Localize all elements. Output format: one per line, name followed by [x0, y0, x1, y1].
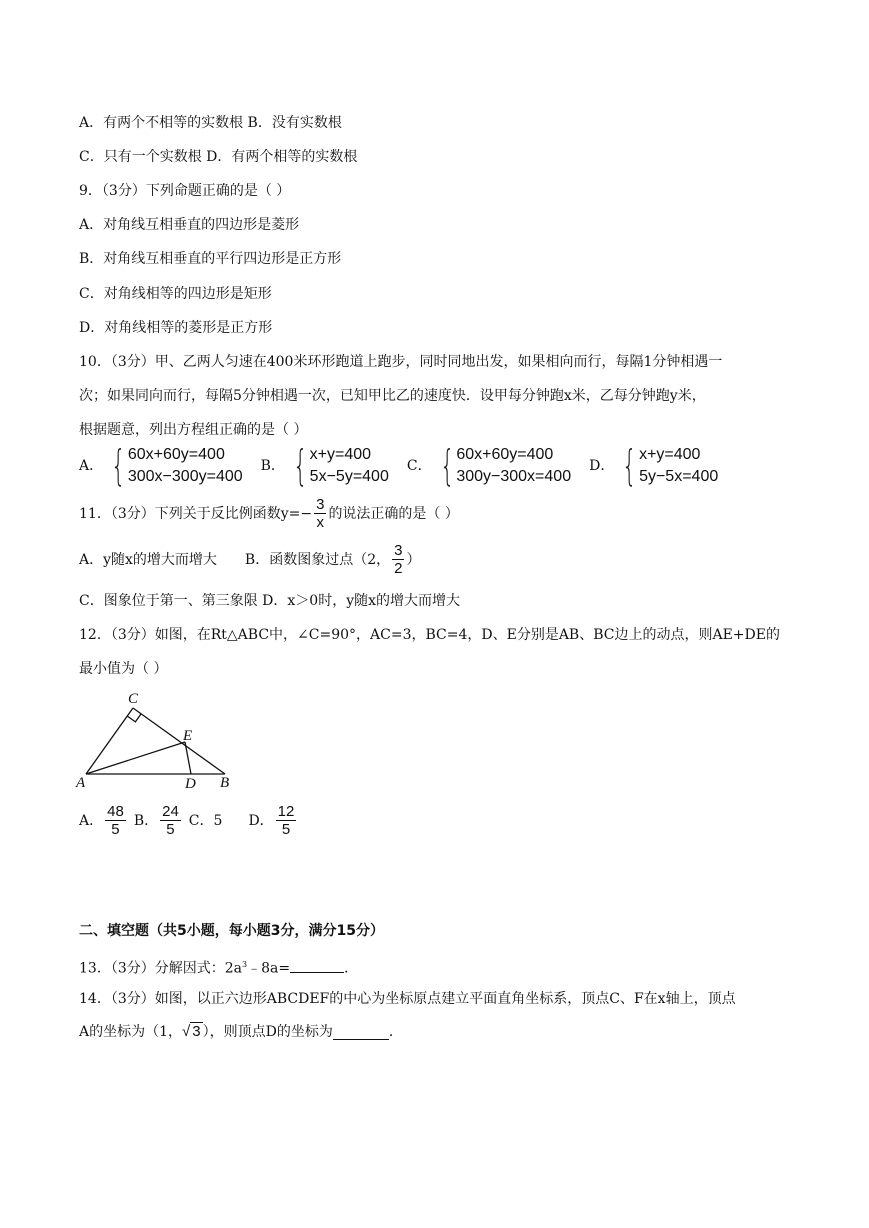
q11-fraction: [314, 496, 326, 531]
q10-options: [79, 441, 722, 490]
q12-option-a-fraction: [105, 803, 126, 838]
q11-option-b-den: 2: [394, 560, 403, 577]
q11-fraction-num: 3: [316, 496, 325, 513]
q12-option-a-label: A．: [79, 812, 104, 829]
q14-sqrt-value: 3: [192, 1023, 201, 1040]
q10-option-a-label: A．: [79, 458, 104, 474]
q12-label-e: E: [183, 728, 193, 744]
q12-label-d: D: [185, 776, 196, 792]
q11-option-b-num: 3: [394, 542, 403, 559]
q14-stem-line1: 14．（3分）如图，以正六边形ABCDEF的中心为坐标原点建立平面直角坐标系，顶点C、F在x轴上，顶点: [79, 991, 736, 1007]
q11-stem-post: 的说法正确的是（ ）: [328, 505, 459, 522]
q12-options: [79, 803, 298, 838]
q11-stem: [79, 496, 459, 531]
q13-stem-pre: 13．（3分）分解因式：2a: [79, 960, 242, 977]
q10-option-d-eq2: 5y−5x=400: [639, 468, 719, 485]
q14-stem-line2: [79, 1022, 403, 1042]
q9-option-c: C．对角线相等的四边形是矩形: [79, 286, 272, 302]
q11-stem-pre: 11．（3分）下列关于反比例函数y=−: [79, 505, 313, 522]
q12-option-b-num: 24: [162, 803, 179, 820]
q12-stem-line2: 最小值为（ ）: [79, 661, 168, 677]
q12-label-b: B: [220, 775, 230, 791]
q10-option-a-system: { 60x+60y=400 300x−300y=400: [111, 441, 243, 490]
q12-option-d-den: 5: [281, 821, 291, 838]
q10-option-c-eq2: 300y−300x=400: [456, 468, 572, 485]
q10-stem-line2: 次；如果同向而行，每隔5分钟相遇一次，已知甲比乙的速度快．设甲每分钟跑x米，乙每分钟跑y米，: [79, 388, 706, 404]
q10-option-d-system: { x+y=400 5y−5x=400: [622, 441, 719, 490]
q10-option-b-label: B．: [260, 458, 285, 474]
q11-options-line1: [79, 542, 420, 577]
q12-label-a: A: [76, 775, 86, 791]
q11-fraction-den: x: [316, 514, 325, 531]
q12-option-b-label: B．: [133, 812, 159, 829]
q12-option-c-label: C．: [188, 812, 214, 829]
q10-option-c-label: C．: [406, 458, 432, 474]
q11-option-b-post: ）: [406, 551, 421, 568]
q9-stem: 9．（3分）下列命题正确的是（ ）: [79, 183, 291, 199]
q12-option-c-value: 5: [213, 812, 223, 829]
q14-stem-mid: ），则顶点D的坐标为: [202, 1024, 333, 1040]
q10-stem-line1: 10．（3分）甲、乙两人匀速在400米环形跑道上跑步，同时同地出发，如果相向而行，每隔1分钟相遇一: [79, 354, 723, 370]
q12-option-a-den: 5: [111, 821, 120, 838]
q12-option-d-num: 12: [277, 803, 295, 820]
q9-option-a: A．对角线互相垂直的四边形是菱形: [79, 217, 300, 233]
q10-option-b-system: { x+y=400 5x−5y=400: [292, 441, 389, 490]
q12-triangle-figure: [72, 688, 242, 792]
q11-option-a: A．y随x的增大而增大: [79, 551, 217, 568]
q10-option-c-system: { 60x+60y=400 300y−300x=400: [439, 441, 572, 490]
q14-stem-post: ．: [388, 1024, 403, 1040]
q12-option-b-den: 5: [166, 821, 175, 838]
q11-option-b-fraction: [392, 542, 404, 577]
q8-options-line2: C．只有一个实数根 D．有两个相等的实数根: [79, 149, 358, 165]
q10-option-b-eq1: x+y=400: [309, 446, 372, 463]
q14-answer-blank[interactable]: [333, 1025, 389, 1040]
q8-options-line1: A．有两个不相等的实数根 B．没有实数根: [79, 115, 342, 131]
q14-stem-pre: A的坐标为（1，: [79, 1024, 183, 1040]
q12-label-c: C: [128, 691, 139, 707]
q10-option-d-label: D．: [589, 458, 615, 474]
q11-option-b-pre: B．函数图象过点（2，: [244, 551, 391, 568]
q11-options-line2: C．图象位于第一、第三象限 D．x＞0时，y随x的增大而增大: [79, 593, 460, 609]
q14-sqrt: √ 3: [182, 1023, 201, 1040]
q9-option-b: B．对角线互相垂直的平行四边形是正方形: [79, 251, 342, 267]
q12-option-a-num: 48: [107, 803, 124, 820]
q10-option-b-eq2: 5x−5y=400: [309, 468, 389, 485]
q10-stem-line3: 根据题意，列出方程组正确的是（ ）: [79, 422, 308, 438]
q13-answer-blank[interactable]: [290, 958, 344, 973]
q10-option-a-eq1: 60x+60y=400: [127, 446, 225, 463]
q9-option-d: D．对角线相等的菱形是正方形: [79, 320, 273, 336]
q12-option-d-label: D．: [248, 812, 274, 829]
q10-option-a-eq2: 300x−300y=400: [127, 468, 243, 485]
q13-stem-mid: ﹣8a=: [247, 960, 291, 977]
q13-stem: [79, 955, 358, 979]
q10-option-d-eq1: x+y=400: [639, 446, 701, 463]
q10-option-c-eq1: 60x+60y=400: [456, 446, 554, 463]
q12-stem-line1: 12．（3分）如图，在Rt△ABC中，∠C=90°，AC=3，BC=4，D、E分别是AB、BC边上的动点，则AE+DE的: [79, 627, 780, 643]
q12-option-b-fraction: [160, 803, 181, 838]
q13-exponent: 3: [241, 960, 248, 969]
q13-stem-post: ．: [344, 960, 359, 977]
q12-option-d-fraction: [276, 803, 297, 838]
section-2-heading: 二、填空题（共5小题，每小题3分，满分15分）: [79, 923, 384, 939]
